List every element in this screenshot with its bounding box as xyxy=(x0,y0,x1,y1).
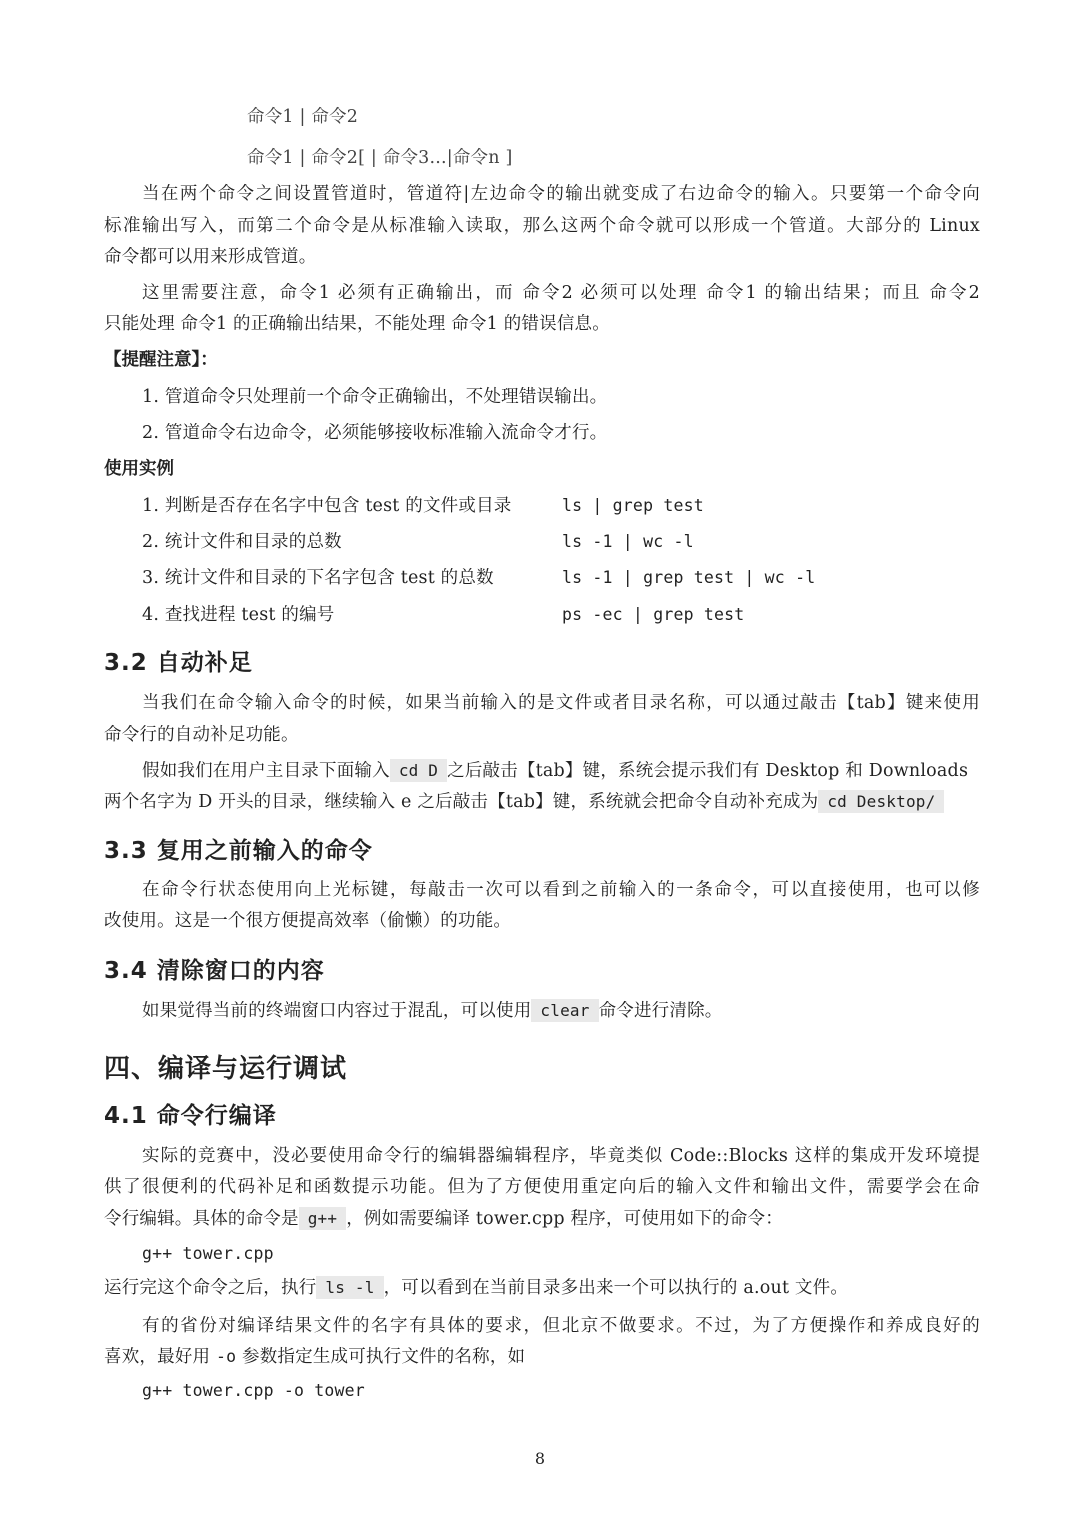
section-3-2-title: 3.2 自动补足 xyxy=(104,650,253,676)
reminder-label: 【提醒注意】： xyxy=(104,350,218,370)
syntax-line-1: 命令1 | 命令2 xyxy=(247,107,359,127)
s41-l4-text-a: 运行完这个命令之后，执行 xyxy=(104,1278,317,1298)
reminder-item-2: 2. 管道命令右边命令，必须能够接收标准输入流命令才行。 xyxy=(142,423,608,443)
s34-line xyxy=(142,998,722,1024)
code-clear: clear xyxy=(531,999,598,1022)
s41-l3-text-a: 令行编辑。具体的命令是 xyxy=(104,1209,299,1229)
example-desc-2: 2. 统计文件和目录的总数 xyxy=(142,532,342,552)
section-3-3-title: 3.3 复用之前输入的命令 xyxy=(104,838,373,864)
example-cmd-3: ls -1 | grep test | wc -l xyxy=(562,568,816,587)
s41-line-5: 有的省份对编译结果文件的名字有具体的要求，但北京不做要求。不过，为了方便操作和养成良好的 xyxy=(142,1316,980,1336)
code-ls-l: ls -l xyxy=(316,1276,383,1299)
pipe-intro-line-2: 标准输出写入，而第二个命令是从标准输入读取，那么这两个命令就可以形成一个管道。大部分的 Linux xyxy=(104,216,980,236)
s32-p2-line-2 xyxy=(104,789,944,815)
example-desc-4: 4. 查找进程 test 的编号 xyxy=(142,605,335,625)
s41-l6-text-a: 喜欢，最好用 xyxy=(104,1347,211,1367)
s34-text-b: 命令进行清除。 xyxy=(598,1001,723,1021)
pipe-note-line-2: 只能处理 命令1 的正确输出结果，不能处理 命令1 的错误信息。 xyxy=(104,314,610,334)
s41-line-1: 实际的竞赛中，没必要使用命令行的编辑器编辑程序，毕竟类似 Code::Blocks 这样的集成开发环境提 xyxy=(142,1146,980,1166)
s41-line-2: 供了很便利的代码补足和函数提示功能。但为了方便使用重定向后的输入文件和输出文件，需要学会在命 xyxy=(104,1177,980,1197)
s41-line-6 xyxy=(104,1344,525,1370)
section-3-4-title: 3.4 清除窗口的内容 xyxy=(104,958,325,984)
pipe-intro-line-3: 命令都可以用来形成管道。 xyxy=(104,247,317,267)
s41-l3-text-b: ，例如需要编译 tower.cpp 程序，可使用如下的命令： xyxy=(346,1209,783,1229)
s41-l4-text-b: ，可以看到在当前目录多出来一个可以执行的 a.out 文件。 xyxy=(383,1278,849,1298)
example-cmd-4: ps -ec | grep test xyxy=(562,605,745,624)
s32-p2-text-b: 之后敲击【tab】键，系统会提示我们有 Desktop 和 Downloads xyxy=(447,761,969,781)
section-4-1-title: 4.1 命令行编译 xyxy=(104,1103,277,1129)
s32-p2-text-c: 两个名字为 D 开头的目录，继续输入 e 之后敲击【tab】键，系统就会把命令自动补充成为 xyxy=(104,792,819,812)
s32-p2-text-a: 假如我们在用户主目录下面输入 xyxy=(142,761,390,781)
example-cmd-1: ls | grep test xyxy=(562,496,704,515)
s34-text-a: 如果觉得当前的终端窗口内容过于混乱，可以使用 xyxy=(142,1001,532,1021)
code-cd-d: cd D xyxy=(390,759,447,782)
s32-p1-line-2: 命令行的自动补足功能。 xyxy=(104,725,299,745)
example-desc-1: 1. 判断是否存在名字中包含 test 的文件或目录 xyxy=(142,496,512,516)
option-o: -o xyxy=(215,1347,237,1366)
pipe-intro-line-1: 当在两个命令之间设置管道时，管道符|左边命令的输出就变成了右边命令的输入。只要第一个命令向 xyxy=(142,184,980,204)
s32-p1-line-1: 当我们在命令输入命令的时候，如果当前输入的是文件或者目录名称，可以通过敲击【tab】键来使用 xyxy=(142,693,980,713)
chapter-4-title: 四、编译与运行调试 xyxy=(104,1054,348,1084)
example-cmd-2: ls -1 | wc -l xyxy=(562,532,694,551)
reminder-item-1: 1. 管道命令只处理前一个命令正确输出，不处理错误输出。 xyxy=(142,387,608,407)
s32-p2-line-1 xyxy=(142,758,968,784)
command-line-2: g++ tower.cpp -o tower xyxy=(142,1381,365,1400)
code-gpp: g++ xyxy=(299,1207,347,1230)
examples-label: 使用实例 xyxy=(104,459,174,479)
page-number: 8 xyxy=(534,1449,546,1468)
s41-line-3 xyxy=(104,1206,783,1232)
example-desc-3: 3. 统计文件和目录的下名字包含 test 的总数 xyxy=(142,568,494,588)
code-cd-desktop: cd Desktop/ xyxy=(818,790,944,813)
command-line-1: g++ tower.cpp xyxy=(142,1244,274,1263)
s33-line-1: 在命令行状态使用向上光标键，每敲击一次可以看到之前输入的一条命令，可以直接使用，也可以修 xyxy=(142,880,980,900)
s41-line-4 xyxy=(104,1275,848,1301)
pipe-note-line-1: 这里需要注意，命令1 必须有正确输出，而 命令2 必须可以处理 命令1 的输出结果；而且 命令2 xyxy=(142,283,980,303)
s41-l6-text-b: 参数指定生成可执行文件的名称，如 xyxy=(242,1347,526,1367)
s33-line-2: 改使用。这是一个很方便提高效率（偷懒）的功能。 xyxy=(104,911,512,931)
syntax-line-2: 命令1 | 命令2[ | 命令3...|命令n ] xyxy=(247,148,513,168)
